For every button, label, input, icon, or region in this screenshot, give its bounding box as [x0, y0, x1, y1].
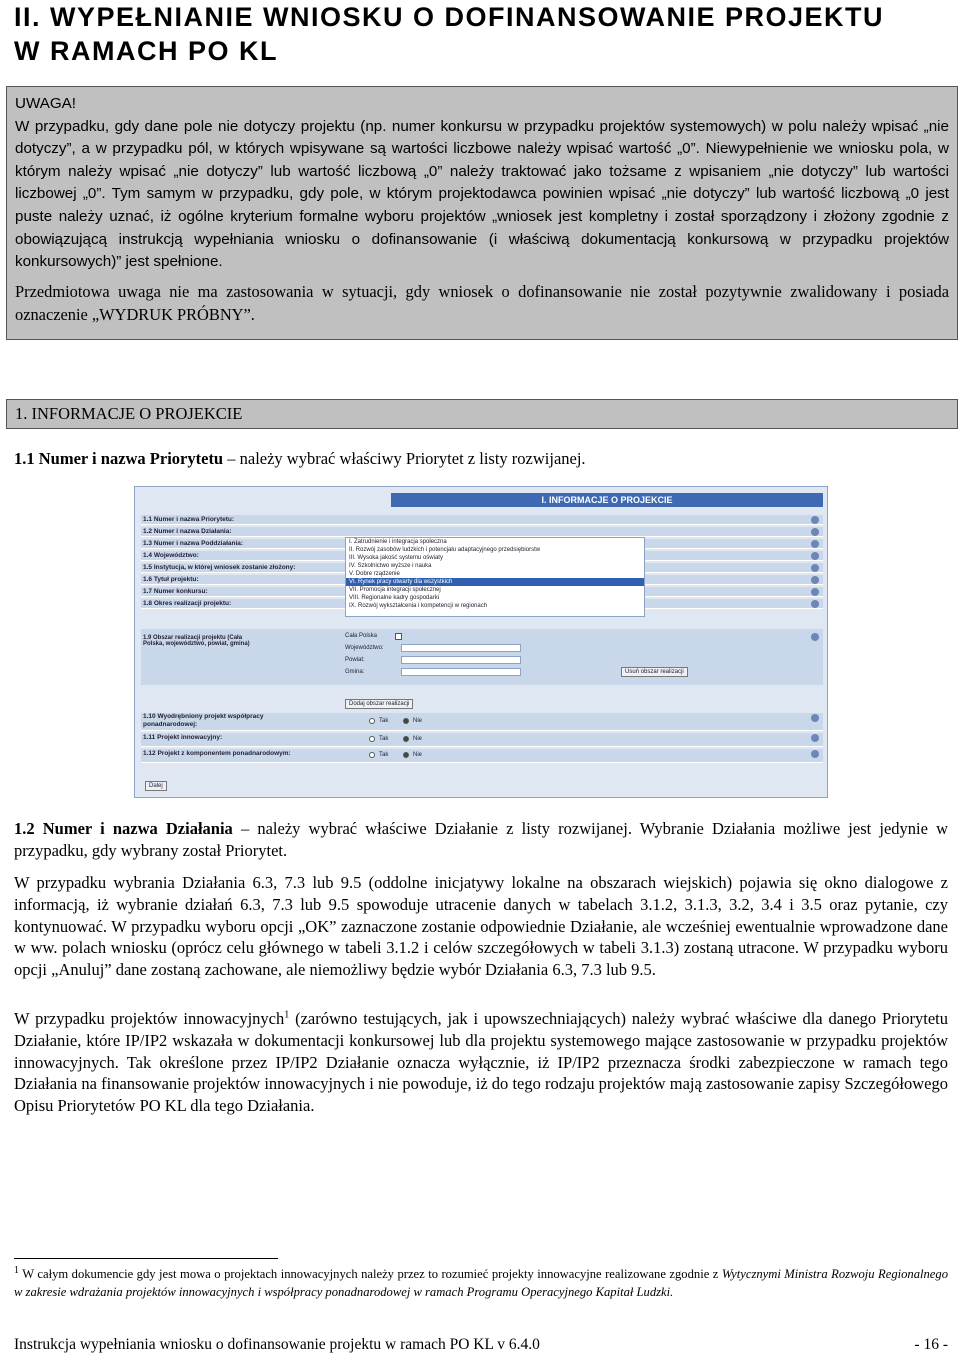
form-row — [141, 733, 823, 747]
priority-option-selected[interactable]: VI. Rynek pracy otwarty dla wszystkich — [346, 578, 644, 586]
radio-tak[interactable] — [369, 718, 375, 724]
powiat-label: Powiat: — [345, 657, 365, 663]
form-row-label: 1.12 Projekt z komponentem ponadnarodowym: — [143, 750, 291, 757]
form-row-label: 1.8 Okres realizacji projektu: — [143, 600, 232, 607]
notice-paragraph-1: W przypadku, gdy dane pole nie dotyczy projektu (np. numer konkursu w przypadku projektów systemowych) w polu należy wpisać „nie dotyczy”, a w przypadku pól, w których wpisywane są wartości liczbowe należy wpisać wartość „0”. Niewypełnienie we wniosku pola, w którym należy wpisać „nie dotyczy” lub wartość liczbową „0” należy traktować jako tożsame z wpisaniem „nie dotyczy” lub wartości liczbowej „0”. Tym samym w przypadku, gdy pole, w którym projektodawca powinien wpisać „nie dotyczy” lub wartość liczbową „0 jest puste należy uznać, iż ogólne kryterium formalne wyboru projektów „wniosek jest kompletny i został sporządzony i złożony zgodnie z obowiązującą instrukcją wypełniania wniosku o dofinansowanie (i właściwą dokumentacją konkursową w przypadku projektów konkursowych)” jest spełnione. — [15, 117, 949, 271]
paragraph-dialog: W przypadku wybrania Działania 6.3, 7.3 lub 9.5 (oddolne inicjatywy lokalne na obszarach wiejskich) pojawia się okno dialogowe z informacją, iż wybranie działań 6.3, 7.3 lub 9.5 spowoduje utracenie danych w tabelach 3.1.2, 3.1.3, 3.2, 3.4 i 3.5 oraz pytanie, czy kontynuować. W przypadku wyboru opcji „OK” zaznaczone zostanie odpowiednie Działanie, ale wcześniej ewentualnie wprowadzone dane w ww. polach wniosku (oprócz celu głównego w tabeli 3.1.2 i celów szczegółowych w tabeli 3.1.3) zostaną utracone. W przypadku wyboru opcji „Anuluj” dane zostaną zachowane, ale niemożliwy będzie wybór Działania 6.3, 7.3 lub 9.5. — [14, 873, 948, 980]
radio-tak[interactable] — [369, 752, 375, 758]
footer-title: Instrukcja wypełniania wniosku o dofinansowanie projektu w ramach PO KL v 6.4.0 — [14, 1336, 540, 1353]
radio-nie-label: Nie — [413, 718, 423, 724]
notice-title: UWAGA! — [15, 95, 77, 112]
help-icon — [811, 633, 819, 641]
form-row — [141, 749, 823, 763]
radio-nie[interactable] — [403, 752, 409, 758]
priority-option[interactable]: I. Zatrudnienie i integracja społeczna — [349, 539, 447, 545]
radio-tak-label: Tak — [379, 736, 389, 742]
priority-option[interactable]: IX. Rozwój wykształcenia i kompetencji w regionach — [349, 603, 488, 609]
help-icon — [811, 516, 819, 524]
paragraph-1-2 — [14, 818, 948, 862]
form-screenshot — [134, 486, 828, 798]
page-title — [14, 0, 950, 68]
paragraph-innovative — [14, 1008, 948, 1117]
help-icon — [811, 528, 819, 536]
radio-nie-label: Nie — [413, 736, 423, 742]
form-header: I. INFORMACJE O PROJEKCIE — [391, 493, 823, 507]
cala-polska-checkbox[interactable] — [395, 633, 402, 640]
help-icon — [811, 734, 819, 742]
priority-option[interactable]: VIII. Regionalne kadry gospodarki — [349, 595, 440, 601]
footnote-italic: Wytycznymi Ministra Rozwoju Regionalnego w zakresie wdrażania projektów innowacyjnych i współpracy ponadnarodowej w ramach Programu Operacyjnego Kapitał Ludzki. — [14, 1267, 948, 1299]
help-icon — [811, 576, 819, 584]
form-row-label: 1.6 Tytuł projektu: — [143, 576, 199, 583]
help-icon — [811, 714, 819, 722]
radio-tak-label: Tak — [379, 718, 389, 724]
help-icon — [811, 564, 819, 572]
footnote-text: W całym dokumencie gdy jest mowa o projektach innowacyjnych należy przez to rozumieć projekty innowacyjne realizowane zgodnie z — [19, 1267, 722, 1281]
next-button[interactable]: Dalej — [145, 781, 167, 791]
powiat-select[interactable] — [401, 656, 521, 664]
paragraph-innovative-a: W przypadku projektów innowacyjnych — [14, 1009, 285, 1028]
radio-nie[interactable] — [403, 736, 409, 742]
subsection-1-1-title: 1.1 Numer i nazwa Priorytetu — [14, 449, 224, 468]
area-block — [141, 629, 823, 685]
form-row-label: 1.4 Województwo: — [143, 552, 199, 559]
priority-listbox[interactable] — [345, 537, 645, 617]
help-icon — [811, 552, 819, 560]
subsection-1-1-text: – należy wybrać właściwy Priorytet z listy rozwijanej. — [223, 449, 586, 468]
priority-option[interactable]: VII. Promocja integracji społecznej — [349, 587, 441, 593]
form-row-label: 1.3 Numer i nazwa Poddziałania: — [143, 540, 244, 547]
priority-option[interactable]: II. Rozwój zasobów ludzkich i potencjału adaptacyjnego przedsiębiorstw — [349, 547, 541, 553]
notice-paragraph-2: Przedmiotowa uwaga nie ma zastosowania w sytuacji, gdy wniosek o dofinansowanie nie został pozytywnie zwalidowany i posiada oznaczenie „WYDRUK PRÓBNY”. — [15, 281, 949, 324]
help-icon — [811, 600, 819, 608]
priority-option[interactable]: III. Wysoka jakość systemu oświaty — [349, 555, 443, 561]
footnote-number: 1 — [14, 1264, 19, 1276]
notice-box — [6, 86, 958, 340]
help-icon — [811, 588, 819, 596]
form-row — [141, 713, 823, 731]
paragraph-1-2-text: – należy wybrać właściwe Działanie z listy rozwijanej. Wybranie Działania możliwe jest jedynie w przypadku, gdy wybrany został Priorytet. — [14, 819, 948, 860]
radio-tak[interactable] — [369, 736, 375, 742]
priority-option[interactable]: V. Dobre rządzenie — [349, 571, 400, 577]
subsection-1-1 — [14, 449, 586, 469]
add-area-button[interactable]: Dodaj obszar realizacji — [345, 699, 413, 709]
form-row-label: 1.2 Numer i nazwa Działania: — [143, 528, 232, 535]
gmina-label: Gmina: — [345, 669, 365, 675]
remove-area-button[interactable]: Usuń obszar realizacji — [621, 667, 688, 677]
footnote-divider — [14, 1258, 278, 1259]
section-heading: 1. INFORMACJE O PROJEKCIE — [6, 399, 958, 429]
page-title-line1: II. WYPEŁNIANIE WNIOSKU O DOFINANSOWANIE PROJEKTU — [14, 2, 885, 32]
form-row-label: 1.11 Projekt innowacyjny: — [143, 734, 223, 741]
area-label: 1.9 Obszar realizacji projektu (Cała Polska, województwo, powiat, gmina) — [143, 635, 250, 647]
help-icon — [811, 540, 819, 548]
priority-option[interactable]: IV. Szkolnictwo wyższe i nauka — [349, 563, 432, 569]
page-number: - 16 - — [914, 1336, 948, 1353]
help-icon — [811, 750, 819, 758]
paragraph-innovative-b: (zarówno testujących, jak i upowszechniających) należy wybrać właściwe dla danego Priorytetu Działanie, które IP/IP2 wskazała w dokumentacji konkursowej lub dla projektu systemowego mające zastosowanie w przypadku projektów innowacyjnych. Tak określone przez IP/IP2 Działanie oznacza wyłącznie, iż IP/IP2 przeznacza środki zabezpieczone w ramach tego Działania na finansowanie projektów innowacyjnych i nie powoduje, iż do tego rodzaju projektów mają zastosowanie zapisy Szczegółowego Opisu Priorytetów PO KL dla tego Działania. — [14, 1009, 948, 1116]
radio-tak-label: Tak — [379, 752, 389, 758]
wojewodztwo-label: Województwo: — [345, 645, 384, 651]
cala-polska-label: Cała Polska — [345, 633, 378, 639]
wojewodztwo-select[interactable] — [401, 644, 521, 652]
footnote-reference: 1 — [284, 1009, 290, 1021]
page-title-line2: W RAMACH PO KL — [14, 36, 278, 66]
radio-nie[interactable] — [403, 718, 409, 724]
form-row — [141, 527, 823, 537]
gmina-select[interactable] — [401, 668, 521, 676]
form-row-label: 1.1 Numer i nazwa Priorytetu: — [143, 516, 235, 523]
form-row-label: 1.10 Wyodrębniony projekt współpracy ponadnarodowej: — [143, 713, 264, 728]
form-row — [141, 515, 823, 525]
form-row-label: 1.7 Numer konkursu: — [143, 588, 208, 595]
form-row-label: 1.5 Instytucja, w której wniosek zostanie złożony: — [143, 564, 296, 571]
radio-nie-label: Nie — [413, 752, 423, 758]
footnote — [14, 1266, 948, 1301]
paragraph-1-2-title: 1.2 Numer i nazwa Działania — [14, 819, 233, 838]
